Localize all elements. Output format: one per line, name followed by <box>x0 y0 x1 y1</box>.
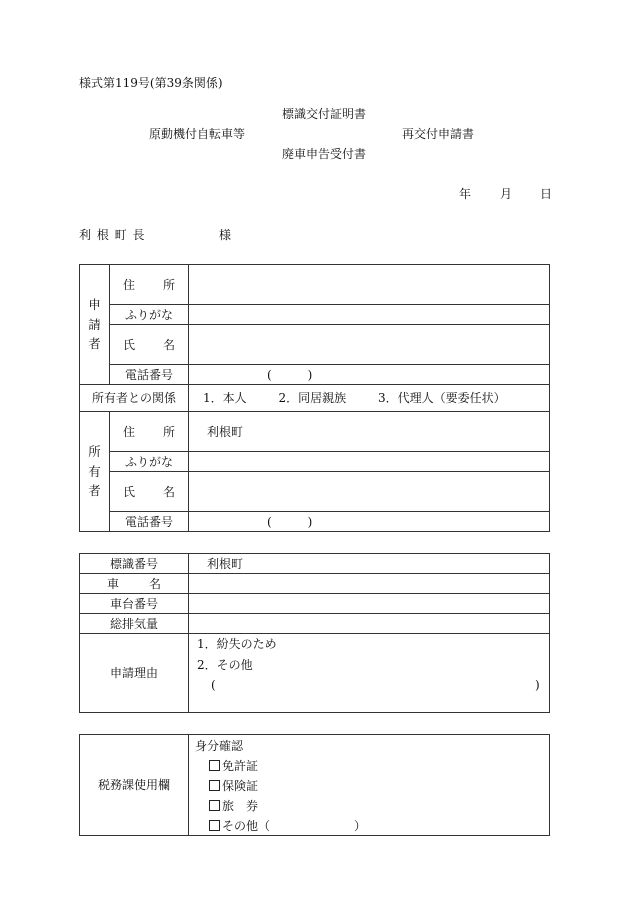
reason-open-paren: ( <box>211 678 216 692</box>
checkbox-icon[interactable] <box>209 760 220 771</box>
id-option-insurance[interactable]: 保険証 <box>209 780 258 792</box>
plate-number-label: 標識番号 <box>80 554 189 574</box>
owner-name-label: 氏 名 <box>110 472 189 512</box>
title-left: 原動機付自転車等 <box>149 127 246 141</box>
checkbox-icon[interactable] <box>209 800 220 811</box>
reason-field[interactable] <box>189 634 550 713</box>
chassis-number-field[interactable] <box>189 594 550 614</box>
date-year: 年 <box>459 187 472 201</box>
relation-option-family[interactable]: 2．同居親族 <box>278 391 347 405</box>
reason-close-paren: ) <box>535 678 540 692</box>
plate-number-field[interactable] <box>189 554 550 574</box>
date-month: 月 <box>500 187 513 201</box>
checkbox-icon[interactable] <box>209 780 220 791</box>
id-check-title: 身分確認 <box>195 739 244 753</box>
date-day: 日 <box>540 187 553 201</box>
checkbox-icon[interactable] <box>209 820 220 831</box>
owner-name-field[interactable] <box>189 472 550 512</box>
id-check-area <box>189 735 550 836</box>
displacement-field[interactable] <box>189 614 550 634</box>
relation-label: 所有者との関係 <box>80 385 189 412</box>
office-use-table <box>79 734 550 836</box>
applicant-owner-table <box>79 264 550 532</box>
addressee-name: 利 根 町 長 <box>79 228 146 242</box>
applicant-group-label: 申 請 者 <box>80 265 110 385</box>
vehicle-name-field[interactable] <box>189 574 550 594</box>
vehicle-name-label: 車 名 <box>80 574 189 594</box>
title-bottom: 廃車申告受付書 <box>282 147 367 161</box>
owner-address-value: 利根町 <box>207 424 244 439</box>
relation-option-agent[interactable]: 3．代理人（要委任状） <box>377 391 506 405</box>
relation-options <box>189 385 550 412</box>
applicant-name-field[interactable] <box>189 325 550 365</box>
applicant-phone-parens: ( ) <box>267 367 313 382</box>
owner-group-label: 所 有 者 <box>80 412 110 532</box>
relation-option-self[interactable]: 1．本人 <box>203 391 247 405</box>
owner-furigana-field[interactable] <box>189 452 550 472</box>
applicant-name-label: 氏 名 <box>110 325 189 365</box>
title-right: 再交付申請書 <box>402 127 475 141</box>
owner-phone-label: 電話番号 <box>110 512 189 532</box>
id-option-passport[interactable]: 旅 券 <box>209 800 258 812</box>
addressee-honorific: 様 <box>219 228 232 242</box>
owner-phone-parens: ( ) <box>267 514 313 529</box>
owner-address-label: 住 所 <box>110 412 189 452</box>
applicant-address-label: 住 所 <box>110 265 189 305</box>
form-number: 様式第119号(第39条関係) <box>79 76 223 90</box>
owner-furigana-label: ふりがな <box>110 452 189 472</box>
title-top: 標識交付証明書 <box>282 107 367 121</box>
reason-option-other[interactable]: 2．その他 <box>197 658 253 672</box>
displacement-label: 総排気量 <box>80 614 189 634</box>
applicant-furigana-label: ふりがな <box>110 305 189 325</box>
chassis-number-label: 車台番号 <box>80 594 189 614</box>
applicant-phone-field[interactable] <box>189 365 550 385</box>
owner-address-field[interactable] <box>189 412 550 452</box>
applicant-phone-label: 電話番号 <box>110 365 189 385</box>
id-option-license[interactable]: 免許証 <box>209 760 258 772</box>
id-option-other[interactable]: その他（ ） <box>209 820 366 832</box>
reason-option-lost[interactable]: 1．紛失のため <box>197 637 277 651</box>
office-use-label: 税務課使用欄 <box>80 735 189 836</box>
vehicle-table <box>79 553 550 713</box>
applicant-furigana-field[interactable] <box>189 305 550 325</box>
owner-phone-field[interactable] <box>189 512 550 532</box>
reason-label: 申請理由 <box>80 634 189 713</box>
applicant-address-field[interactable] <box>189 265 550 305</box>
plate-number-value: 利根町 <box>207 556 244 571</box>
